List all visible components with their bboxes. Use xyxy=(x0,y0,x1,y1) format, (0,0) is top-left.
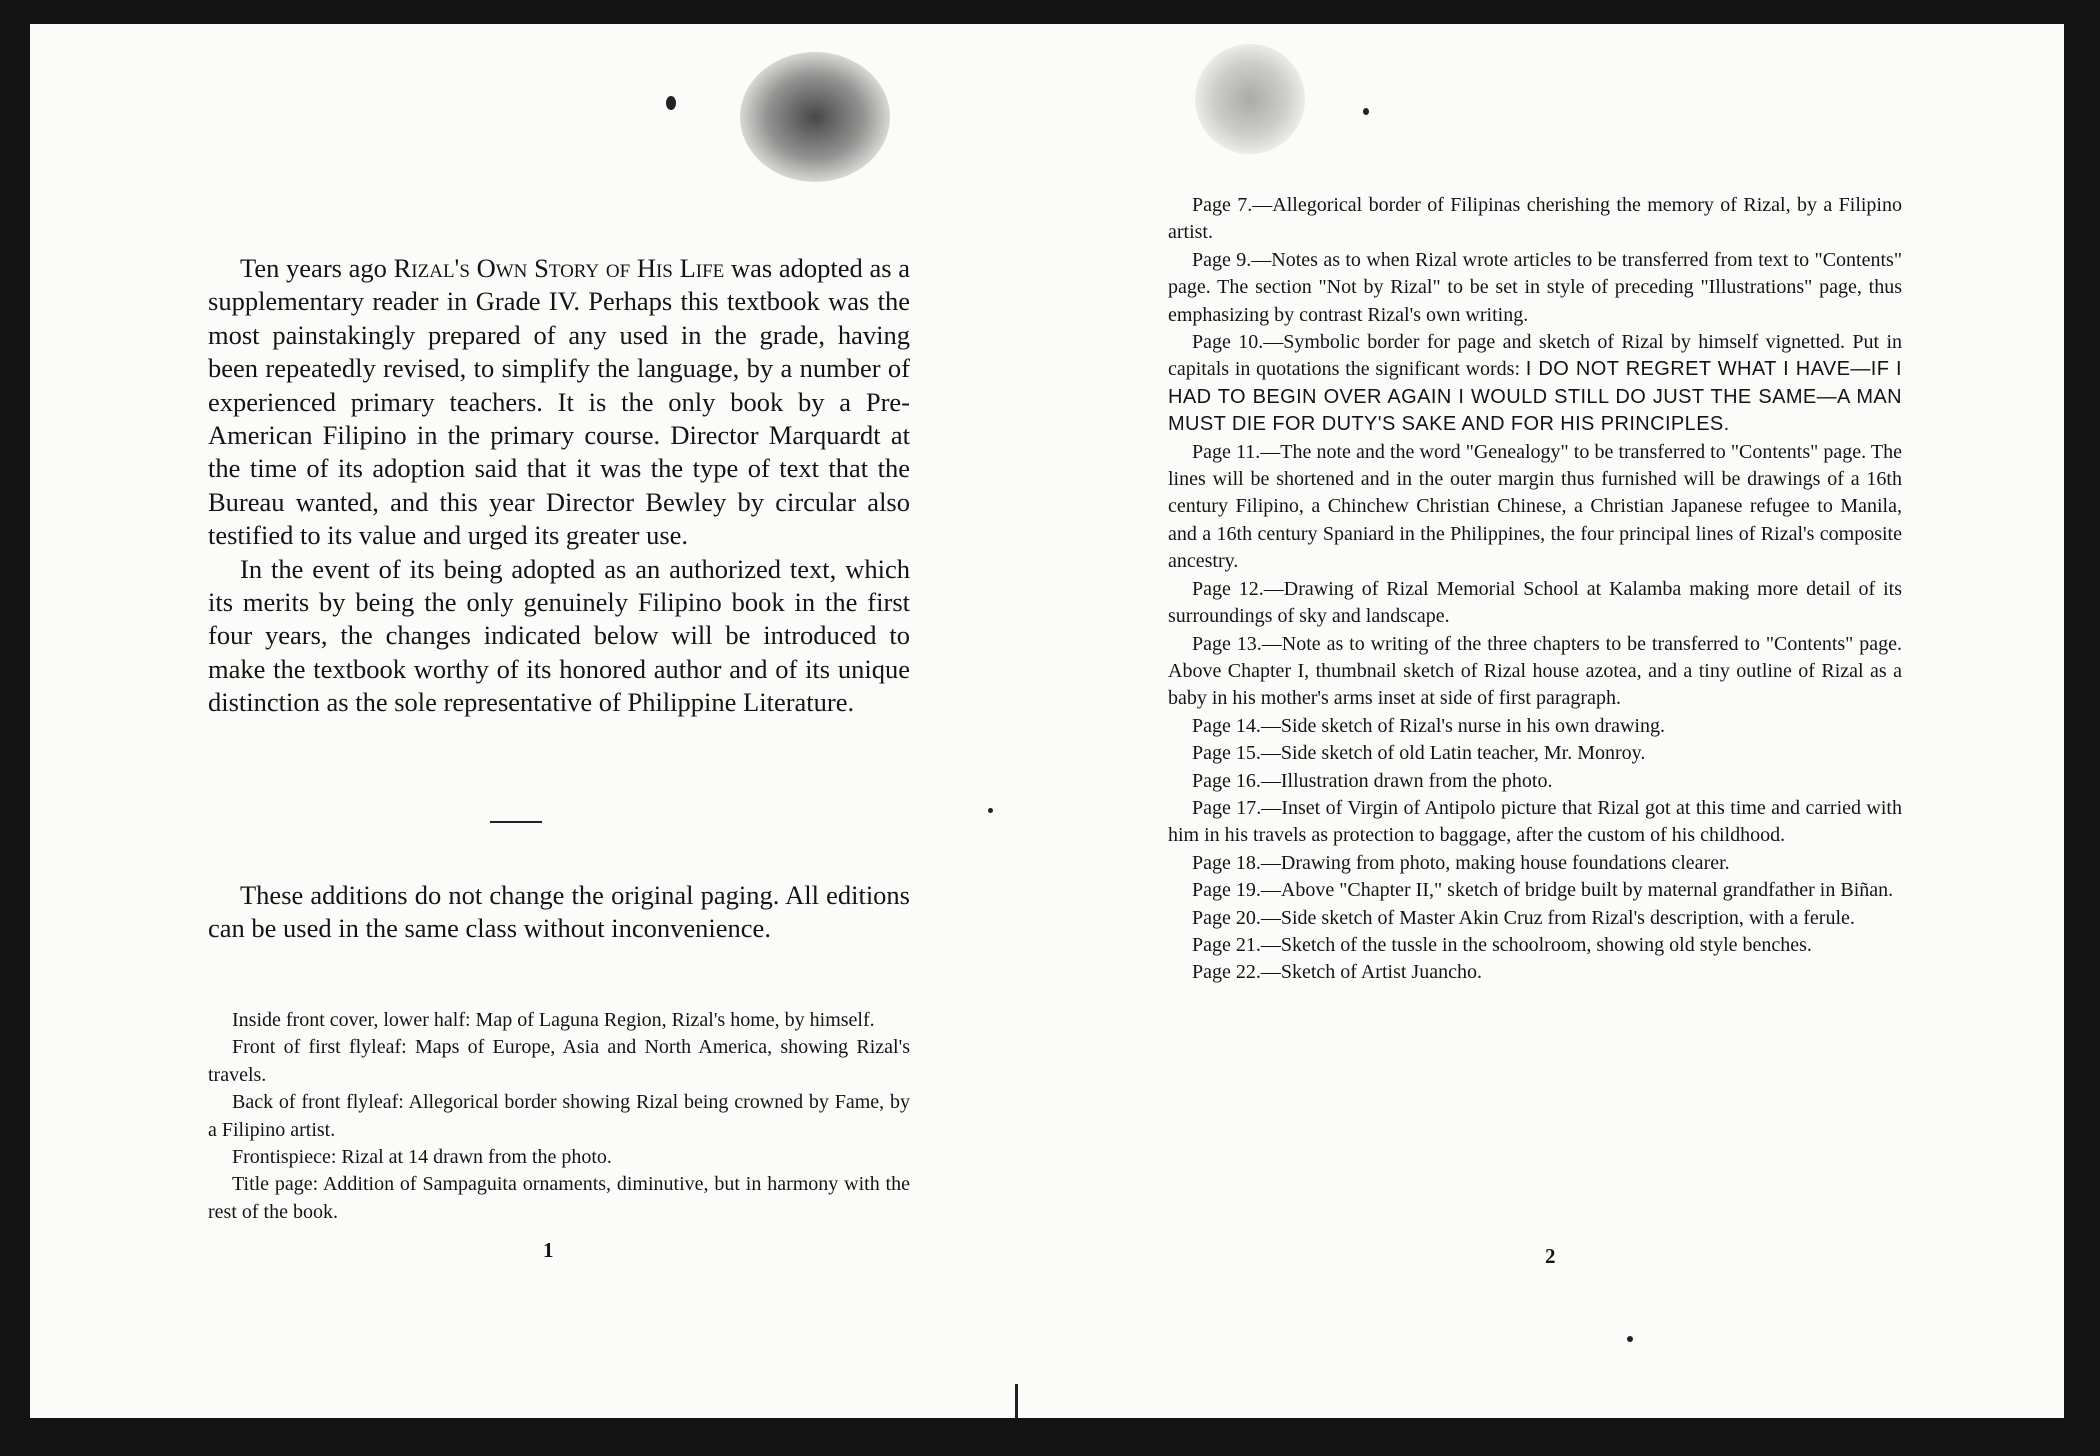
second-paragraph: In the event of its being adopted as an authorized text, which its merits by being the only genuinely Filipino book in the first four years, the changes indicated below will be introduced to make the textbook worthy of its honored author and of its unique distinction as the sole representative of Philippine Literature. xyxy=(208,553,910,718)
left-body xyxy=(208,252,910,720)
list-item: Page 9.—Notes as to when Rizal wrote articles to be transferred from text to "Contents" page. The section "Not by Rizal" to be set in style of preceding "Illustrations" page, thus emphasizing by contrast Rizal's own writing. xyxy=(1168,248,1902,326)
list-item: Page 15.—Side sketch of old Latin teacher, Mr. Monroy. xyxy=(1192,742,1646,765)
list-item: Inside front cover, lower half: Map of Laguna Region, Rizal's home, by himself. xyxy=(232,1009,875,1031)
scanned-spread xyxy=(30,24,2064,1418)
gutter-mark xyxy=(1015,1384,1018,1418)
book-title: Rizal's Own Story of His Life xyxy=(393,253,725,283)
list-item: Page 22.—Sketch of Artist Juancho. xyxy=(1192,961,1482,984)
list-item-page10: Page 10.—Symbolic border for page and sketch of Rizal by himself vignetted. Put in capitals in quotations the significant words: I DO NOT REGRET WHAT I HAVE—IF I HAD TO BEGIN OVER AGAIN I WOULD STILL DO JUST THE SAME—A MAN MUST DIE FOR DUTY'S SAKE AND FOR HIS PRINCIPLES. xyxy=(1168,331,1902,436)
list-item: Page 14.—Side sketch of Rizal's nurse in his own drawing. xyxy=(1192,714,1665,737)
list-item: Title page: Addition of Sampaguita ornaments, diminutive, but in harmony with the rest of the book. xyxy=(208,1173,910,1223)
section-rule xyxy=(490,821,542,823)
list-item: Page 16.—Illustration drawn from the photo. xyxy=(1192,769,1553,792)
page-number: 1 xyxy=(543,1238,554,1262)
left-page xyxy=(160,24,920,1418)
list-item: Page 18.—Drawing from photo, making house foundations clearer. xyxy=(1192,851,1730,874)
list-item: Page 19.—Above "Chapter II," sketch of bridge built by maternal grandfather in Biñan. xyxy=(1192,879,1894,902)
list-item: Front of first flyleaf: Maps of Europe, Asia and North America, showing Rizal's travels. xyxy=(208,1036,910,1086)
list-item: Page 20.—Side sketch of Master Akin Cruz from Rizal's description, with a ferule. xyxy=(1192,906,1855,929)
list-item: Page 17.—Inset of Virgin of Antipolo picture that Rizal got at this time and carried with him in his travels as protection to baggage, after the custom of his childhood. xyxy=(1168,796,1902,847)
note-paragraph: These additions do not change the original paging. All editions can be used in the same class without inconvenience. xyxy=(208,880,910,944)
list-item: Page 12.—Drawing of Rizal Memorial School at Kalamba making more detail of its surroundings of sky and landscape. xyxy=(1168,577,1902,628)
ink-speck xyxy=(988,808,993,813)
list-item: Page 21.—Sketch of the tussle in the schoolroom, showing old style benches. xyxy=(1192,933,1812,956)
intro-paragraph: Ten years ago Rizal's Own Story of His Life was adopted as a supplementary reader in Grade IV. Perhaps this textbook was the most painstakingly prepared of any used in the grade, having been repeatedly revised, to simplify the language, by a number of experienced primary teachers. It is the only book by a Pre-American Filipino in the primary course. Director Marquardt at the time of its adoption said that it was the type of text that the Bureau wanted, and this year Director Bewley by circular also testified to its value and urged its greater use. xyxy=(208,253,910,551)
left-items xyxy=(208,1007,910,1226)
right-items xyxy=(1168,192,1902,987)
caps-quote: I DO NOT REGRET WHAT I HAVE—IF I HAD TO BEGIN OVER AGAIN I WOULD STILL DO JUST THE SAME—A MAN MUST DIE FOR DUTY'S SAKE AND FOR HIS PRINCIPLES. xyxy=(1168,358,1902,436)
list-item: Page 7.—Allegorical border of Filipinas cherishing the memory of Rizal, by a Filipino artist. xyxy=(1168,194,1902,244)
list-item: Page 11.—The note and the word "Genealogy" to be transferred to "Contents" page. The lines will be shortened and in the outer margin thus furnished will be drawings of a 16th century Filipino, a Chinchew Christian Chinese, a Christian Japanese refugee to Manila, and a 16th century Spaniard in the Philippines, the four principal lines of Rizal's composite ancestry. xyxy=(1168,440,1902,573)
list-item: Page 13.—Note as to writing of the three chapters to be transferred to "Contents" page. Above Chapter I, thumbnail sketch of Rizal house azotea, and a tiny outline of Rizal as a baby in his mother's arms inset at side of first paragraph. xyxy=(1168,632,1902,710)
right-page xyxy=(1168,24,1902,1418)
list-item: Frontispiece: Rizal at 14 drawn from the photo. xyxy=(232,1146,612,1169)
list-item: Back of front flyleaf: Allegorical border showing Rizal being crowned by Fame, by a Filipino artist. xyxy=(208,1091,910,1141)
page-number: 2 xyxy=(1545,1244,1556,1268)
